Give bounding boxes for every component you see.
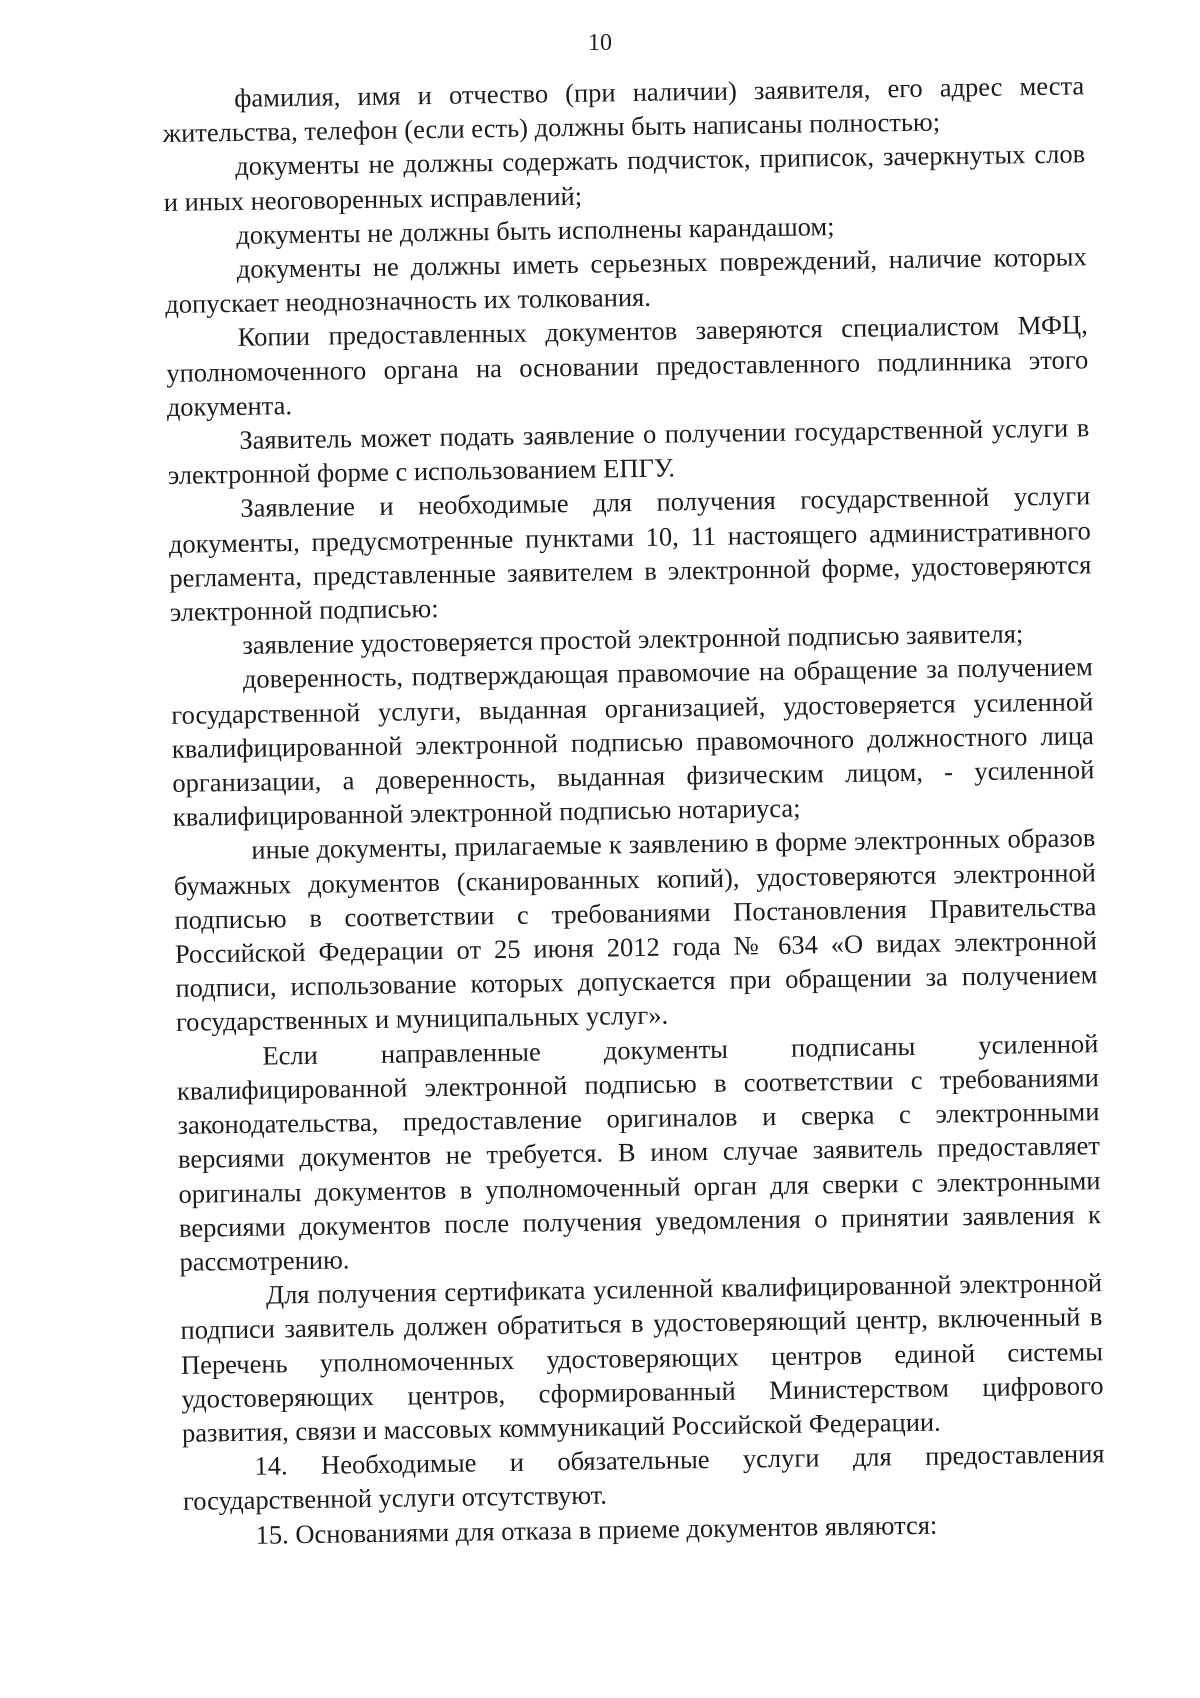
paragraph-power-of-attorney: доверенность, подтверждающая правомочие на обращение за получением государственной услуги, выданная организацией, удостоверяется усиленной квалифицированной электронной подписью правомочного должностного лица организации, а доверенность, выданная физическим лицом, - усиленной квалифицированной электронной подписью нотариуса; [171, 651, 1095, 833]
paragraph-applicant-name-requirement: фамилия, имя и отчество (при наличии) заявителя, его адрес места жительства, телефон (если есть) должны быть написаны полностью; [162, 70, 1085, 149]
paragraph-electronic-signature-intro: Заявление и необходимые для получения государственной услуги документы, предусмотренные пунктами 10, 11 настоящего административного регламента, представленные заявителем в электронной форме, удостоверяются электронной подписью: [168, 480, 1092, 627]
paragraph-certificate: Для получения сертификата усиленной квалифицированной электронной подписи заявитель должен обратиться в удостоверяющий центр, включенный в Перечень уполномоченных удостоверяющих центров единой системы удостоверяющих центров, сформированный Министерством цифрового развития, связи и массовых коммуникаций Российской Федерации. [180, 1267, 1104, 1448]
page-number: 10 [588, 30, 612, 56]
paragraph-no-erasures-requirement: документы не должны содержать подчисток, приписок, зачеркнутых слов и иных неоговоренных исправлений; [163, 138, 1086, 217]
paragraph-no-pencil-requirement: документы не должны быть исполнены карандашом; [236, 210, 835, 250]
paragraph-qualified-signature: Если направленные документы подписаны усиленной квалифицированной электронной подписью в соответствии с требованиями законодательства, предоставление оригиналов и сверка с электронными версиями документов не требуется. В ином случае заявитель предоставляет оригиналы документов в уполномоченный орган для сверки с электронными версиями документов после получения уведомления о принятии заявления к рассмотрению. [176, 1027, 1102, 1277]
paragraph-copies-certification: Копии предоставленных документов заверяются специалистом МФЦ, уполномоченного органа на основании предоставленного подлинника этого документа. [166, 309, 1089, 422]
paragraph-section-14: 14. Необходимые и обязательные услуги для предоставления государственной услуги отсутствуют. [182, 1438, 1105, 1517]
paragraph-electronic-application: Заявитель может подать заявление о получении государственной услуги в электронной форме с использованием ЕПГУ. [167, 412, 1090, 491]
paragraph-other-documents: иные документы, прилагаемые к заявлению в форме электронных образов бумажных документов (сканированных копий), удостоверяются электронной подписью в соответствии с требованиями Постановления Правительства Российской Федерации от 25 июня 2012 года № 634 «О видах электронной подписи, использование которых допускается при обращении за получением государственных и муниципальных услуг». [173, 822, 1098, 1038]
paragraph-no-damage-requirement: документы не должны иметь серьезных повреждений, наличие которых допускает неоднозначность их толкования. [165, 241, 1087, 320]
paragraph-simple-signature: заявление удостоверяется простой электронной подписью заявителя; [242, 618, 1024, 661]
paragraph-section-15: 15. Основаниями для отказа в приеме документов являются: [255, 1509, 938, 1550]
document-body [162, 68, 1106, 1552]
